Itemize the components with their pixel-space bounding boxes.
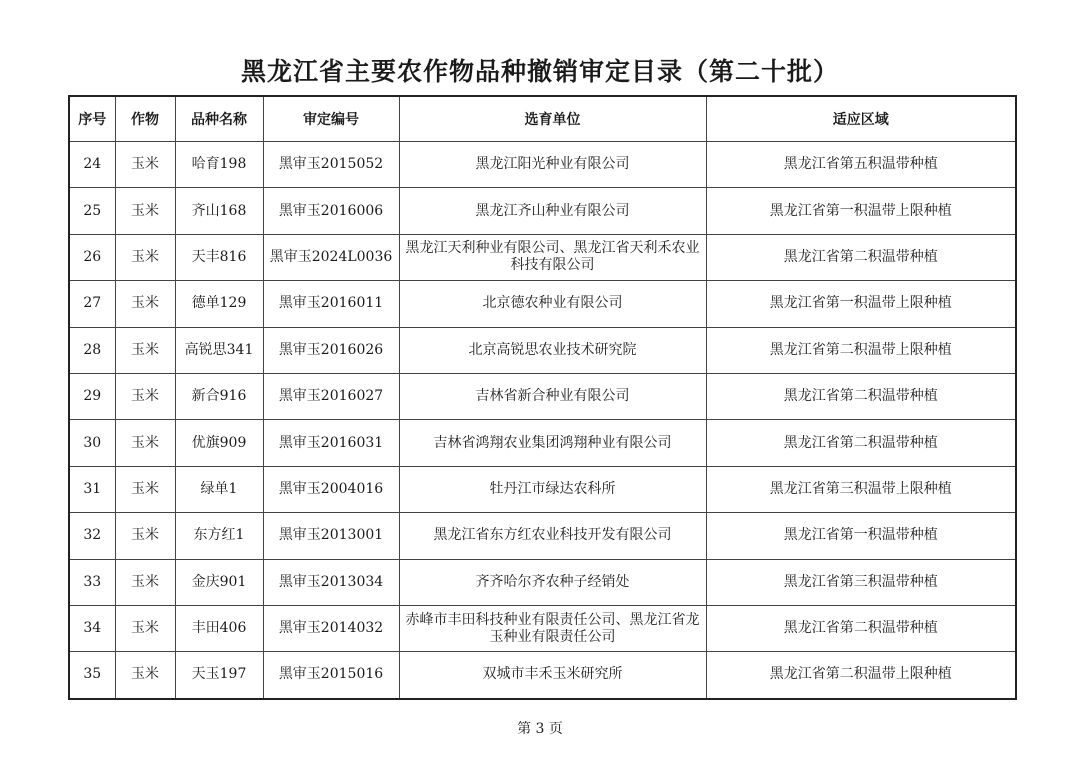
table-row xyxy=(69,559,1016,605)
cell-breeder: 双城市丰禾玉米研究所 xyxy=(399,652,706,699)
cell-region: 黑龙江省第五积温带种植 xyxy=(706,142,1016,188)
cell-crop: 玉米 xyxy=(115,559,175,605)
cell-approval-number: 黑审玉2016027 xyxy=(263,373,399,419)
cell-variety-name: 德单129 xyxy=(175,281,263,327)
table-row xyxy=(69,281,1016,327)
cell-breeder: 黑龙江省东方红农业科技开发有限公司 xyxy=(399,513,706,559)
page-number: 第 3 页 xyxy=(517,721,563,737)
cell-crop: 玉米 xyxy=(115,327,175,373)
cell-crop: 玉米 xyxy=(115,234,175,280)
cell-approval-number: 黑审玉2016026 xyxy=(263,327,399,373)
cell-breeder: 北京高锐思农业技术研究院 xyxy=(399,327,706,373)
cell-breeder: 齐齐哈尔齐农种子经销处 xyxy=(399,559,706,605)
cell-region: 黑龙江省第二积温带种植 xyxy=(706,605,1016,651)
cell-variety-name: 天丰816 xyxy=(175,234,263,280)
cell-index: 25 xyxy=(69,188,115,234)
cell-variety-name: 金庆901 xyxy=(175,559,263,605)
cell-variety-name: 齐山168 xyxy=(175,188,263,234)
cell-variety-name: 高锐思341 xyxy=(175,327,263,373)
cell-index: 32 xyxy=(69,513,115,559)
table-row xyxy=(69,420,1016,466)
cell-index: 35 xyxy=(69,652,115,699)
cell-region: 黑龙江省第一积温带种植 xyxy=(706,513,1016,559)
table-row xyxy=(69,327,1016,373)
cell-index: 28 xyxy=(69,327,115,373)
table-row xyxy=(69,188,1016,234)
table-row xyxy=(69,652,1016,699)
cell-crop: 玉米 xyxy=(115,420,175,466)
cell-index: 24 xyxy=(69,142,115,188)
cell-index: 29 xyxy=(69,373,115,419)
cell-variety-name: 哈育198 xyxy=(175,142,263,188)
cell-breeder: 吉林省新合种业有限公司 xyxy=(399,373,706,419)
cell-variety-name: 丰田406 xyxy=(175,605,263,651)
col-header-variety-name: 品种名称 xyxy=(175,96,263,142)
col-header-region: 适应区域 xyxy=(706,96,1016,142)
cell-approval-number: 黑审玉2015016 xyxy=(263,652,399,699)
col-header-approval-number: 审定编号 xyxy=(263,96,399,142)
cell-crop: 玉米 xyxy=(115,652,175,699)
cell-region: 黑龙江省第三积温带种植 xyxy=(706,559,1016,605)
table-row xyxy=(69,605,1016,651)
cell-approval-number: 黑审玉2024L0036 xyxy=(263,234,399,280)
cell-variety-name: 绿单1 xyxy=(175,466,263,512)
cell-approval-number: 黑审玉2013001 xyxy=(263,513,399,559)
cell-crop: 玉米 xyxy=(115,373,175,419)
cell-index: 27 xyxy=(69,281,115,327)
cell-breeder: 北京德农种业有限公司 xyxy=(399,281,706,327)
table-header-row xyxy=(69,96,1016,142)
cell-index: 33 xyxy=(69,559,115,605)
cell-approval-number: 黑审玉2004016 xyxy=(263,466,399,512)
table-body xyxy=(69,142,1016,699)
table-row xyxy=(69,234,1016,280)
cell-breeder: 黑龙江天利种业有限公司、黑龙江省天利禾农业科技有限公司 xyxy=(399,234,706,280)
col-header-breeder: 选育单位 xyxy=(399,96,706,142)
cell-breeder: 黑龙江齐山种业有限公司 xyxy=(399,188,706,234)
cell-crop: 玉米 xyxy=(115,188,175,234)
col-header-crop: 作物 xyxy=(115,96,175,142)
cell-breeder: 黑龙江阳光种业有限公司 xyxy=(399,142,706,188)
document-title: 黑龙江省主要农作物品种撤销审定目录（第二十批） xyxy=(240,57,839,86)
cell-index: 31 xyxy=(69,466,115,512)
cell-index: 30 xyxy=(69,420,115,466)
cell-region: 黑龙江省第二积温带上限种植 xyxy=(706,652,1016,699)
cell-region: 黑龙江省第一积温带上限种植 xyxy=(706,188,1016,234)
cell-region: 黑龙江省第二积温带种植 xyxy=(706,373,1016,419)
cell-crop: 玉米 xyxy=(115,142,175,188)
cell-approval-number: 黑审玉2016006 xyxy=(263,188,399,234)
cell-index: 34 xyxy=(69,605,115,651)
cell-index: 26 xyxy=(69,234,115,280)
cell-approval-number: 黑审玉2016011 xyxy=(263,281,399,327)
table-row xyxy=(69,466,1016,512)
table-row xyxy=(69,513,1016,559)
cell-breeder: 赤峰市丰田科技种业有限责任公司、黑龙江省龙玉种业有限责任公司 xyxy=(399,605,706,651)
cell-variety-name: 新合916 xyxy=(175,373,263,419)
cell-crop: 玉米 xyxy=(115,466,175,512)
cell-region: 黑龙江省第三积温带上限种植 xyxy=(706,466,1016,512)
cell-variety-name: 东方红1 xyxy=(175,513,263,559)
cell-crop: 玉米 xyxy=(115,605,175,651)
col-header-index: 序号 xyxy=(69,96,115,142)
cell-breeder: 牡丹江市绿达农科所 xyxy=(399,466,706,512)
revocation-catalog-table xyxy=(68,95,1017,700)
cell-approval-number: 黑审玉2014032 xyxy=(263,605,399,651)
cell-region: 黑龙江省第一积温带上限种植 xyxy=(706,281,1016,327)
cell-variety-name: 优旗909 xyxy=(175,420,263,466)
cell-approval-number: 黑审玉2016031 xyxy=(263,420,399,466)
cell-crop: 玉米 xyxy=(115,281,175,327)
cell-breeder: 吉林省鸿翔农业集团鸿翔种业有限公司 xyxy=(399,420,706,466)
cell-approval-number: 黑审玉2015052 xyxy=(263,142,399,188)
cell-crop: 玉米 xyxy=(115,513,175,559)
table-row xyxy=(69,142,1016,188)
table-row xyxy=(69,373,1016,419)
cell-region: 黑龙江省第二积温带上限种植 xyxy=(706,327,1016,373)
cell-region: 黑龙江省第二积温带种植 xyxy=(706,420,1016,466)
cell-approval-number: 黑审玉2013034 xyxy=(263,559,399,605)
cell-variety-name: 天玉197 xyxy=(175,652,263,699)
cell-region: 黑龙江省第二积温带种植 xyxy=(706,234,1016,280)
